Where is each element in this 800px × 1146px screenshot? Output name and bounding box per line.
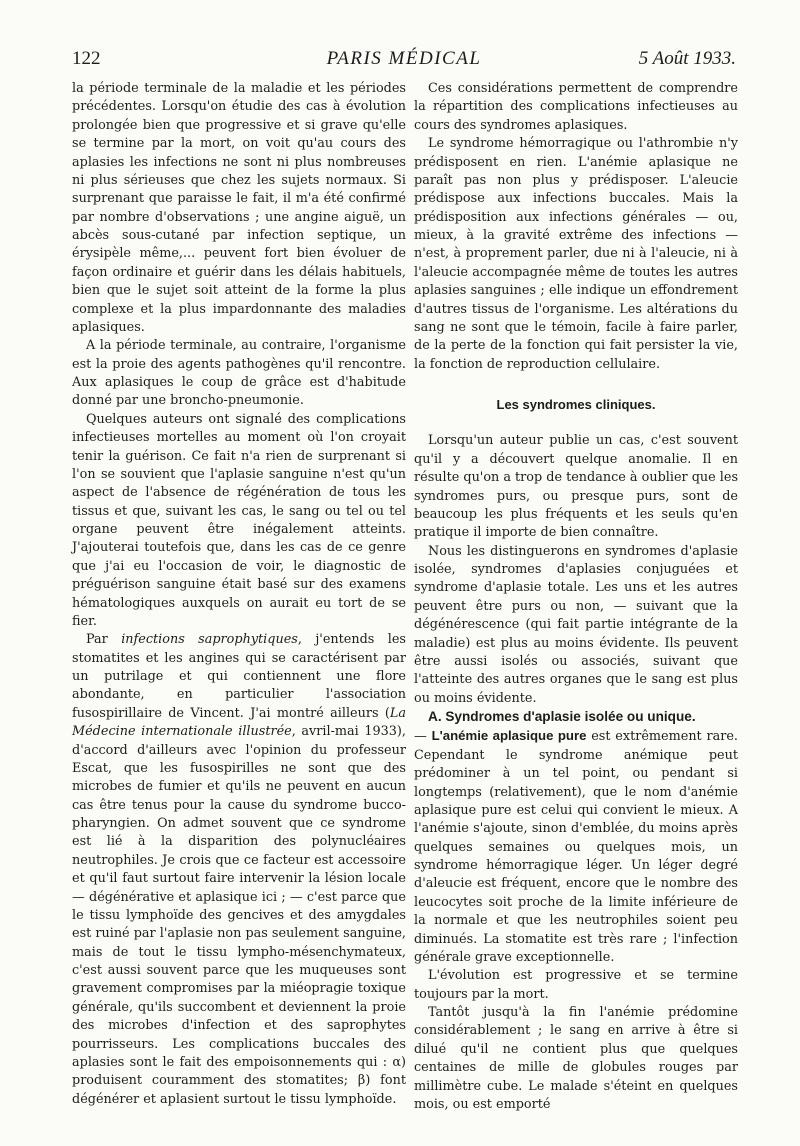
- left-column: [72, 80, 406, 1109]
- issue-date: 5 Août 1933.: [638, 48, 736, 69]
- paragraph: Lorsqu'un auteur publie un cas, c'est souvent qu'il y a découvert quelque anomalie. Il en résulte qu'on a trop de tendance à oublier que les syndromes purs, ou presque purs, sont de beaucoup les plus fréquents et les seuls qu'en pratique il importe de bien connaître.: [414, 433, 739, 541]
- running-header: [72, 48, 736, 76]
- right-column: [414, 80, 738, 1114]
- text-run: , j'entends les stomatites et les angines qui se caractérisent par un putrilage et qui contiennent une flore abondante, en particulier l'association fusospirillaire de Vincent. J'ai montré ailleurs (: [72, 632, 406, 721]
- text-run: Par: [86, 632, 122, 648]
- subsection-paragraph: [414, 708, 738, 967]
- paragraph: Ces considérations permettent de comprendre la répartition des complications infectieuses au cours des syndromes aplasiques.: [414, 81, 738, 133]
- journal-title: PARIS MÉDICAL: [326, 48, 482, 69]
- text-run: —: [414, 729, 432, 745]
- paragraph: Le syndrome hémorragique ou l'athrombie n'y prédisposent en rien. L'anémie aplasique ne paraît pas non plus y prédisposer. L'aleucie prédispose aux infections buccales. Mais la prédisposition aux infections générales — ou, mieux, à la gravité extrême des infections — n'est, à proprement parler, due ni à l'aleucie, ni à l'aleucie accompagnée même de toutes les autres aplasies sanguines ; elle indique un effondrement d'autres tissus de l'organisme. Les altérations du sang ne sont que le témoin, facile à faire parler, de la perte de la fonction qui fait persister la vie, la fonction de reproduction cellulaire.: [414, 136, 738, 372]
- page-number: 122: [72, 48, 101, 69]
- italic-citation: La Médecine internationale illustrée: [72, 705, 406, 740]
- section-heading: Les syndromes cliniques.: [496, 397, 656, 412]
- text-run: , avril-mai 1933), d'accord d'ailleurs avec l'opinion du professeur Escat, que les fusospirilles ne sont que des microbes de fumier et qu'ils ne peuvent en aucun cas être tenus pour la cause du syndrome bucco-pharyngien. On admet souvent que ce syndrome est lié à la disparition des polynucléaires neutrophiles. Je crois que ce facteur est accessoire et qu'il faut surtout faire intervenir la lésion locale — dégénérative et aplasique ici ; — c'est parce que le tissu lymphoïde des gencives et des amygdales est ruiné par l'aplasie non pas seulement sanguine, mais de tout le tissu lympho-mésenchymateux, c'est aussi souvent parce que les muqueuses sont gravement compromises par la miéopragie toxique générale, qu'ils succombent et deviennent la proie des microbes d'infection et des saprophytes pourrisseurs. Les complications buccales des aplasies sont le fait des empoisonnements qui : α) produisent couramment des stomatites; β) font dégénérer et aplasient surtout le tissu lymphoïde.: [72, 724, 406, 1107]
- paragraph: Quelques auteurs ont signalé des complications infectieuses mortelles au moment où l'on croyait tenir la guérison. Ce fait n'a rien de surprenant si l'on se souvient que l'aplasie sanguine n'est qu'un aspect de l'absence de régénération de tous les tissus et que, suivant les cas, le sang ou tel ou tel organe peuvent être inégalement atteints. J'ajouterai toutefois que, dans les cas de ce genre que j'ai eu l'occasion de voir, le diagnostic de préguérison sanguine était basé sur des examens hématologiques auxquels on aurait eu tort de se fier.: [72, 411, 406, 629]
- paragraph: Tantôt jusqu'à la fin l'anémie prédomine considérablement ; le sang en arrive à être si dilué qu'il ne contient plus que quelques centaines de mille de globules rouges par millimètre cube. Le malade s'éteint en quelques mois, ou est emporté: [414, 1005, 738, 1112]
- paragraph: L'évolution est progressive et se termine toujours par la mort.: [414, 968, 738, 1002]
- italic-term: infections saprophytiques: [121, 632, 298, 648]
- run-in-heading: L'anémie aplasique pure: [431, 728, 587, 744]
- paragraph: Nous les distinguerons en syndromes d'aplasie isolée, syndromes d'aplasies conjuguées et syndrome d'aplasie totale. Les uns et les autres peuvent être purs ou non, — suivant que la dégénérescence (qui fait partie intégrante de la maladie) est plus au moins évidente. Ils peuvent être aussi isolés ou associés, suivant que l'atteinte des autres organes que le sang est plus ou moins évidente.: [414, 543, 738, 706]
- paragraph: A la période terminale, au contraire, l'organisme est la proie des agents pathogènes qu'il rencontre. Aux aplasiques le coup de grâce est d'habitude donné par une broncho-pneumonie.: [72, 338, 406, 409]
- paragraph: [72, 631, 406, 1109]
- text-run: est extrêmement rare. Cependant le syndrome anémique peut prédominer à un tel point, ou pendant si longtemps (relativement), que le nom d'anémie aplasique pure est celui qui convient le mieux. A l'anémie s'ajoute, sinon d'emblée, du moins après quelques semaines ou quelques mois, un syndrome hémorragique léger. Un léger degré d'aleucie est fréquent, encore que le nombre des leucocytes soit proche de la limite inférieure de la normale et que les neutrophiles soient peu diminués. La stomatite est très rare ; l'infection générale grave exceptionnelle.: [414, 729, 738, 965]
- paragraph: la période terminale de la maladie et les périodes précédentes. Lorsqu'on étudie des cas à évolution prolongée bien que progressive et si grave qu'elle se termine par la mort, on voit qu'au cours des aplasies les infections ne sont ni plus nombreuses ni plus sérieuses que chez les sujets normaux. Si surprenant que paraisse le fait, il m'a été confirmé par nombre d'observations ; une angine aiguë, un abcès sous-cutané par infection septique, un érysipèle même,... peuvent fort bien évoluer de façon ordinaire et guérir dans les délais habituels, bien que le sujet soit atteint de la forme la plus complexe et la plus impardonnante des maladies aplasiques.: [72, 81, 406, 335]
- subsection-heading: A. Syndromes d'aplasie isolée ou unique.: [428, 709, 696, 724]
